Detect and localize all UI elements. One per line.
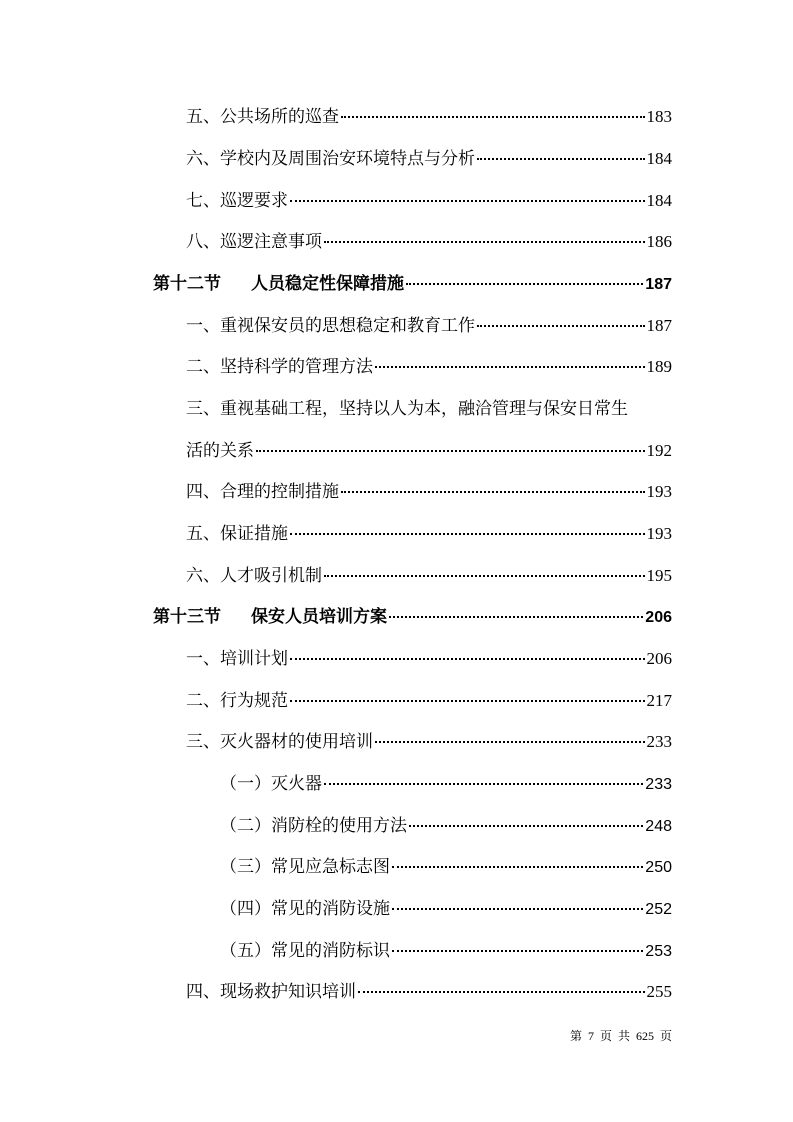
toc-entry[interactable] xyxy=(186,190,672,212)
toc-entry-page: 253 xyxy=(645,943,672,960)
toc-entry[interactable] xyxy=(186,148,672,170)
toc-entry[interactable] xyxy=(186,440,672,462)
toc-section-name: 人员稳定性保障措施 xyxy=(251,274,404,294)
toc-entry-page: 193 xyxy=(646,524,672,543)
dot-leader xyxy=(406,283,643,285)
toc-entry-title: 二、行为规范 xyxy=(186,691,288,711)
toc-entry[interactable] xyxy=(186,481,672,503)
toc-entry-page: 183 xyxy=(646,107,672,126)
toc-entry-page: 255 xyxy=(646,982,672,1001)
toc-subentry[interactable] xyxy=(220,815,672,838)
dot-leader xyxy=(341,491,645,493)
toc-section-name: 保安人员培训方案 xyxy=(251,607,387,627)
page-footer: 第 7 页 共 625 页 xyxy=(569,1029,672,1043)
dot-leader xyxy=(389,616,643,618)
toc-entry-title: 二、坚持科学的管理方法 xyxy=(186,357,373,377)
dot-leader xyxy=(341,116,645,118)
dot-leader xyxy=(290,200,645,202)
toc-entry-title: （二）消防栓的使用方法 xyxy=(220,816,407,836)
toc-entry-title: （五）常见的消防标识 xyxy=(220,941,390,961)
dot-leader xyxy=(290,700,645,702)
toc-section-entry[interactable] xyxy=(153,606,672,629)
toc-entry[interactable] xyxy=(186,231,672,253)
toc-section-entry[interactable] xyxy=(153,273,672,296)
toc-entry-title: （一）灭火器 xyxy=(220,774,322,794)
toc-entry-title-line1[interactable]: 三、重视基础工程，坚持以人为本，融洽管理与保安日常生 xyxy=(186,399,628,419)
dot-leader xyxy=(477,325,645,327)
dot-leader xyxy=(324,783,643,785)
toc-entry[interactable] xyxy=(186,315,672,337)
toc-entry-title: 一、培训计划 xyxy=(186,649,288,669)
toc-subentry[interactable] xyxy=(220,940,672,963)
toc-entry-page: 233 xyxy=(645,776,672,793)
dot-leader xyxy=(290,658,645,660)
toc-entry-title: 七、巡逻要求 xyxy=(186,191,288,211)
dot-leader xyxy=(375,741,645,743)
toc-entry[interactable] xyxy=(186,356,672,378)
toc-entry-page: 206 xyxy=(646,649,672,668)
toc-entry[interactable] xyxy=(186,690,672,712)
toc-entry-page: 248 xyxy=(645,818,672,835)
toc-entry-title: 五、公共场所的巡查 xyxy=(186,107,339,127)
toc-entry-page: 195 xyxy=(646,566,672,585)
toc-entry-page: 189 xyxy=(646,357,672,376)
dot-leader xyxy=(375,366,645,368)
dot-leader xyxy=(358,991,645,993)
toc-entry-title: 一、重视保安员的思想稳定和教育工作 xyxy=(186,316,475,336)
dot-leader xyxy=(324,575,645,577)
toc-entry-title: 四、合理的控制措施 xyxy=(186,482,339,502)
toc-section-title xyxy=(153,606,387,628)
toc-entry-page: 250 xyxy=(645,859,672,876)
toc-entry-page: 252 xyxy=(645,901,672,918)
toc-entry-title: 六、人才吸引机制 xyxy=(186,566,322,586)
dot-leader xyxy=(477,158,645,160)
toc-entry-page: 193 xyxy=(646,482,672,501)
dot-leader xyxy=(324,241,645,243)
toc-entry-page: 186 xyxy=(646,232,672,251)
toc-entry[interactable] xyxy=(186,106,672,128)
toc-entry[interactable] xyxy=(186,565,672,587)
toc-section-number: 第十二节 xyxy=(153,274,221,294)
toc-entry-page: 206 xyxy=(645,609,672,626)
toc-entry-title: 六、学校内及周围治安环境特点与分析 xyxy=(186,149,475,169)
toc-entry-page: 187 xyxy=(645,276,672,293)
toc-entry-page: 187 xyxy=(646,316,672,335)
dot-leader xyxy=(392,866,643,868)
dot-leader xyxy=(392,950,643,952)
dot-leader xyxy=(409,825,643,827)
toc-entry-title: 活的关系 xyxy=(186,441,254,461)
toc-subentry[interactable] xyxy=(220,898,672,921)
toc-entry-title: （三）常见应急标志图 xyxy=(220,857,390,877)
toc-entry-page: 184 xyxy=(646,149,672,168)
toc-entry-title: 四、现场救护知识培训 xyxy=(186,982,356,1002)
toc-entry-title: 八、巡逻注意事项 xyxy=(186,232,322,252)
toc-entry[interactable] xyxy=(186,523,672,545)
toc-entry-page: 233 xyxy=(646,732,672,751)
toc-section-title xyxy=(153,273,404,295)
toc-subentry[interactable] xyxy=(220,773,672,796)
toc-subentry[interactable] xyxy=(220,856,672,879)
dot-leader xyxy=(392,908,643,910)
toc-entry-title: 五、保证措施 xyxy=(186,524,288,544)
toc-entry-page: 217 xyxy=(646,691,672,710)
toc-entry-title: 三、灭火器材的使用培训 xyxy=(186,732,373,752)
toc-entry[interactable] xyxy=(186,981,672,1003)
toc-entry-title: （四）常见的消防设施 xyxy=(220,899,390,919)
dot-leader xyxy=(290,533,645,535)
toc-entry-page: 192 xyxy=(646,441,672,460)
dot-leader xyxy=(256,450,645,452)
toc-section-number: 第十三节 xyxy=(153,607,221,627)
toc-entry-page: 184 xyxy=(646,191,672,210)
toc-entry[interactable] xyxy=(186,648,672,670)
toc-entry[interactable] xyxy=(186,731,672,753)
